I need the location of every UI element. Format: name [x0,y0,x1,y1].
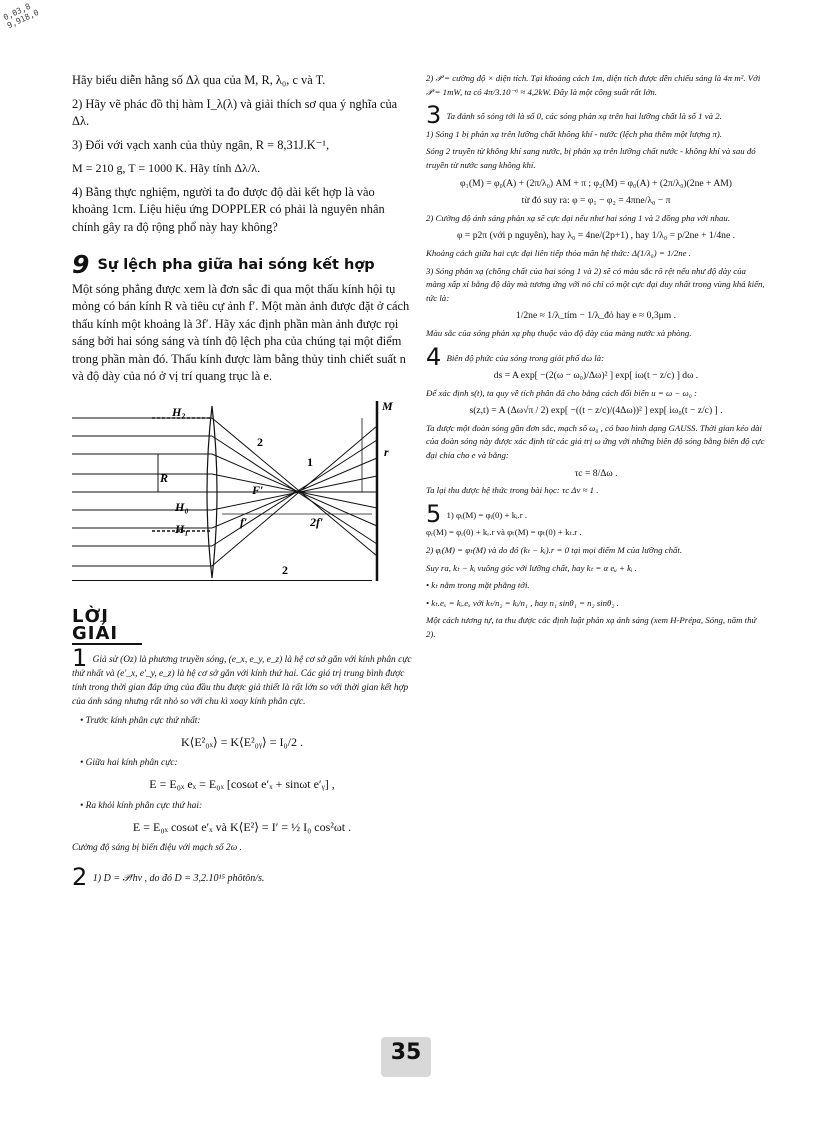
solution-5-number: 5 [426,499,442,528]
solution-3-eq5: 1/2ne ≈ 1/λ_tím − 1/λ_đỏ hay e ≈ 0,3μm . [515,310,677,322]
page-number: 35 [390,1040,422,1065]
solution-3-intro-text: Ta đánh số sóng tới là số 0, các sóng phản xạ trên hai lưỡng chất là số 1 và 2. [446,111,722,122]
ray-line [212,426,377,566]
solution-1-number: 1 [72,643,88,672]
label-f: f′ [240,514,248,529]
solution-1-text: Giả sử (Oz) là phương truyền sóng, (e_x, e_y, e_z) là hệ cơ sở gắn với kính phân cực thứ nhất và (e′_x, e′_y, e_z) là hệ cơ sở gắn với kính thứ hai. Các giá trị trung bình được tính trong thời gian đáp ứng của đầu thu được giả thiết là rất lớn so với thời gian kết hợp của ánh sáng nhưng rất nhỏ so với chu kì xoay kính phân cực. [72,654,412,707]
question-3b: M = 210 g, T = 1000 K. Hãy tính Δλ/λ. [72,161,261,175]
label-h0: H₀ [175,499,189,514]
solution-3-eq3: φ = p2π (với p nguyên), hay λ₀ = 4ne/(2p+1) , hay 1/λ₀ = p/2ne + 1/4ne . [456,230,736,242]
lens-figure [72,396,412,586]
left-column [72,72,412,894]
solution-3-p2: 2) Cường độ ánh sáng phản xạ sẽ cực đại nếu như hai sóng 1 và 2 đồng pha với nhau. [426,212,731,223]
solution-3-eq2: từ đó suy ra: φ = φ₁ − φ₂ = 4πne/λ₀ − π [521,195,671,207]
solution-5-b2: • kₜ.eₓ = kᵢ.eₓ với kₜ/n₂ = kᵢ/n₁ , hay n₁ sinθ₁ = n₂ sinθ₂ . [426,597,619,608]
solution-3-p3: 3) Sóng phản xạ (chồng chất của hai sóng 1 và 2) sẽ có màu sắc rõ rệt nếu như độ dày của màng xấp xỉ bằng độ dày mà tương ứng với nó chỉ có một cực đại duy nhất trong vùng khả kiến, tức là: [426,265,765,303]
ray-line [212,454,377,526]
section-9-number: 9 [72,250,90,279]
solution-2-number: 2 [72,863,88,891]
solution-5-b1: • kₜ nằm trong mặt phẳng tới. [426,580,530,591]
label-f-prime: F′ [252,482,264,497]
solution-4-eq1: ds = A exp[ −(2(ω − ω₀)/Δω)² ] exp[ iω(t − z/c) ] dω . [493,370,699,382]
label-2f: 2f′ [310,514,324,529]
solution-5-eq2: φᵣ(M) = φᵣ(0) + kᵣ.r và φₜ(M) = φₜ(0) + kₜ.r . [426,527,582,538]
ray-line [212,418,377,556]
solution-1-eq3: E = E₀ₓ cosωt e′ₓ và K⟨E²⟩ = I′ = ½ I₀ cos²ωt . [132,819,352,834]
solution-5-eq1-line [426,499,766,528]
solution-3-eq4: Khoảng cách giữa hai cực đại liên tiếp thỏa mãn hệ thức: Δ(1/λ₀) = 1/2ne . [426,247,691,258]
solution-4-eq3: τc = 8/Δω . [574,467,618,479]
solution-1-end: Cường độ sáng bị biến điệu với mạch số 2ω . [72,843,242,853]
label-1: 1 [307,454,313,469]
label-h2: H₂ [172,404,186,419]
label-2b: 2 [282,562,288,577]
solution-2-part2: 2) 𝒫 = cường độ × diện tích. Tại khoảng cách 1m, diện tích được dền chiếu sáng là 4π m². Với 𝒫 = 1mW, ta có 4π/3.10⁻⁶ ≈ 4,2kW. Đây là một công suất rất lớn. [426,73,761,97]
right-column [426,72,766,646]
solution-5-p2: Suy ra, kₜ − kᵢ vuông góc với lưỡng chất, hay kₜ = α eᵤ + kᵢ . [426,562,637,573]
label-m: M [382,398,393,413]
label-r: R [160,470,169,485]
solution-1-bullet3: • Ra khỏi kính phân cực thứ hai: [80,800,203,811]
label-2: 2 [257,434,263,449]
question-3a: 3) Đối với vạch xanh của thủy ngân, R = 8,31J.K⁻¹, [72,137,330,152]
section-9-title: Sự lệch pha giữa hai sóng kết hợp [97,257,375,273]
solution-4-intro-text: Biên độ phức của sóng trong giải phổ dω là: [446,352,605,363]
solution-4-number: 4 [426,342,442,371]
solution-3-eq1: φ₁(M) = φ₀(A) + (2π/λ₀) AM + π ; φ₂(M) = φ₀(A) + (2π/λ₀)(2ne + AM) [460,177,732,189]
ray-line [212,440,377,546]
solution-5-p1: 2) φᵢ(M) = φₜ(M) và do đó (kₜ − kᵢ).r = 0 tại mọi điểm M của lưỡng chất. [426,545,683,556]
question-4: 4) Bằng thực nghiệm, người ta đo được độ dài kết hợp là vào khoảng 1cm. Liệu hiệu ứng DOPPLER có phải là nguyên nhân chính gây ra độ rộng phổ này hay không? [72,184,385,234]
solution-1-eq2: E = E₀ₓ eₓ = E₀ₓ [cosωt e′ₓ + sinωt e′ᵧ] , [149,777,335,791]
solution-3-intro [426,101,766,130]
corner-mark: 0,03,8 9,918,0 [2,1,41,31]
solution-4-p3: Ta lại thu được hệ thức trong bài học: τc Δν ≈ 1 . [426,485,599,496]
label-r-screen: r [384,444,389,459]
section-9-heading [72,250,412,279]
solution-3-p1: 1) Sóng 1 bị phản xạ trên lưỡng chất không khí - nước (lệch pha thêm một lượng π). [426,128,723,139]
solution-3-p1b: Sóng 2 truyền từ không khí sang nước, bị phản xạ trên lưỡng chất nước - không khí và sau đó truyền từ nước sang không khí. [426,146,756,170]
solution-3-number: 3 [426,101,442,130]
question-2: 2) Hãy vẽ phác đồ thị hàm I_λ(λ) và giải thích sơ qua ý nghĩa của Δλ. [72,96,398,128]
solution-4-intro [426,342,766,371]
solution-1-eq1: K⟨E²₀ₓ⟩ = K⟨E²₀ᵧ⟩ = I₀/2 . [181,734,303,749]
solution-4-p1: Để xác định s(t), ta quy về tích phân đã cho bằng cách đổi biến u = ω − ω₀ : [426,387,697,398]
solution-5-end: Một cách tương tự, ta thu được các định luật phản xạ ánh sáng (xem H-Prépa, Sóng, năm thứ 2). [426,615,757,639]
solution-1-bullet2: • Giữa hai kính phân cực: [80,758,178,768]
solution-4-p2: Ta được một đoàn sóng gần đơn sắc, mạch số ω₀ , có bao hình dạng GAUSS. Thời gian kéo dài của đoàn sóng này được xác định từ các giá trị ω ứng với những biên độ sóng bằng biên độ cực đại chia cho e và bằng: [426,422,765,461]
solution-heading: LỜI GIẢI [72,608,412,645]
label-h1: H₁ [175,521,189,536]
section-9-text: Một sóng phẳng được xem là đơn sắc đi qua một thấu kính hội tụ mỏng có bán kính R và tiêu cự ảnh f′. Một màn ảnh được đặt ở cách thấu kính một khoảng là 3f′. Hãy xác định phần màn ảnh được rọi sáng bởi hai sóng sáng và tính độ lệch pha của chúng tại một điểm trong phần màn đó. Thấu kính được làm bằng thủy tinh chiết suất n và độ dày của nó ở vị trí quang trục là e. [72,281,410,383]
lens-diagram [72,396,412,586]
solution-2-text: 1) D = 𝒫/hν , do đó D = 3,2.10¹⁵ phôtôn/s. [92,873,265,884]
question-intro: Hãy biểu diễn hằng số Δλ qua của M, R, λ₀, c và T. [72,73,326,87]
solution-5-eq1: 1) φᵢ(M) = φᵢ(0) + kᵢ.r . [446,509,528,520]
solution-3-p4: Màu sắc của sóng phản xạ phụ thuộc vào độ dày của màng nước xà phòng. [426,327,692,338]
solution-1 [72,643,412,709]
solution-1-bullet1: • Trước kính phân cực thứ nhất: [80,715,201,726]
solution-2 [72,863,412,891]
solution-4-eq2: s(z,t) = A (Δω√π / 2) exp[ −((t − z/c)/(4Δω))² ] exp[ iω₀(t − z/c) ] . [469,405,723,417]
ray-line [212,474,377,508]
